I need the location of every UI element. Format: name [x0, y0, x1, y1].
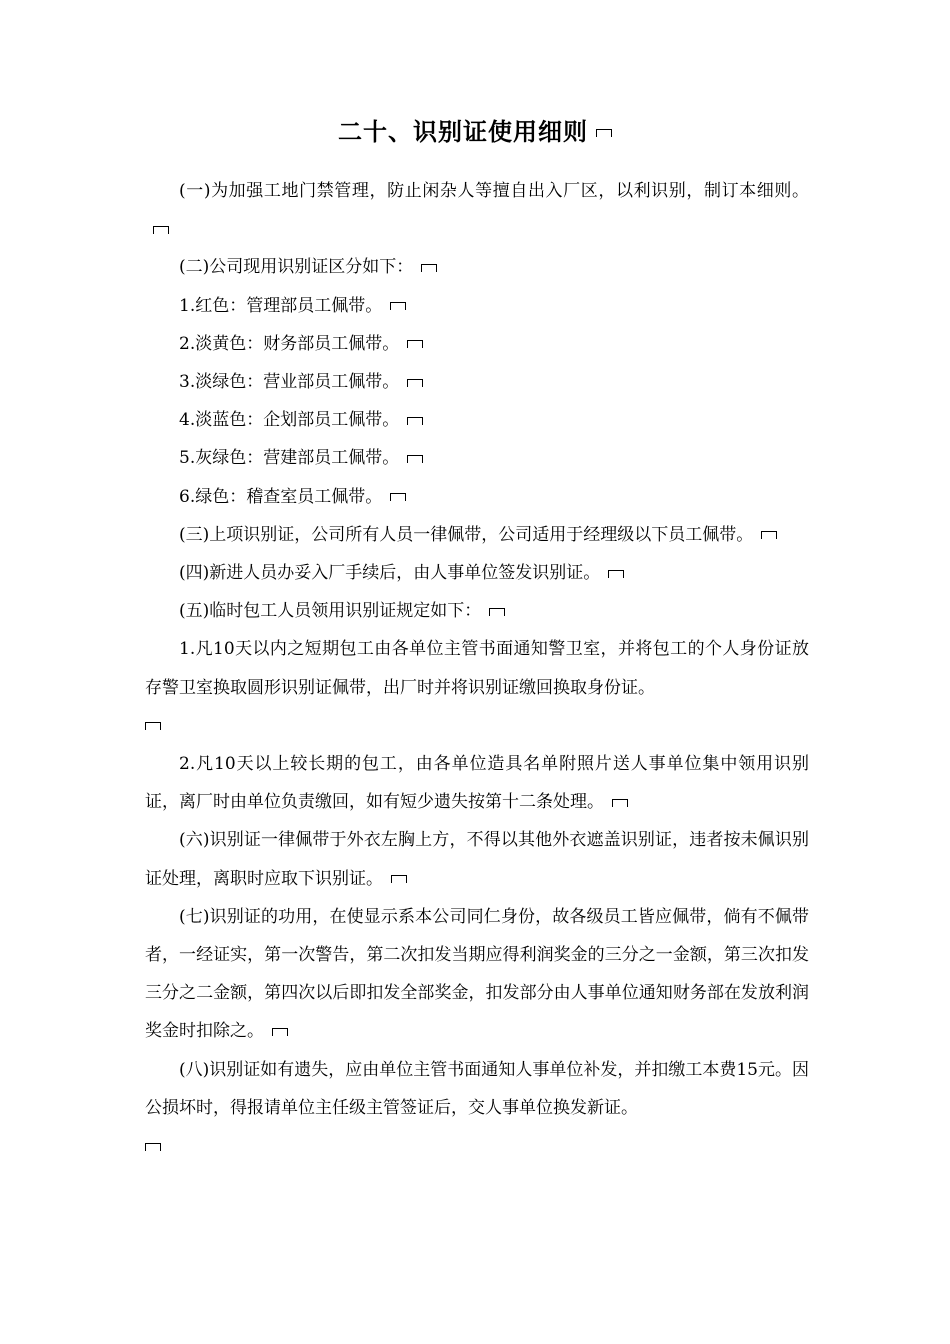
- paragraph-text: (三)上项识别证，公司所有人员一律佩带，公司适用于经理级以下员工佩带。: [179, 524, 754, 545]
- paragraph-mark-icon: [407, 417, 423, 425]
- paragraph-mark-icon: [390, 302, 406, 310]
- paragraph-text: 2.凡10天以上较长期的包工，由各单位造具名单附照片送人事单位集中领用识别证，离厂时由单位负责缴回，如有短少遗失按第十二条处理。: [145, 754, 809, 813]
- paragraph-mark-icon: [407, 379, 423, 387]
- list-item: [145, 630, 809, 706]
- paragraph-text: (六)识别证一律佩带于外衣左胸上方，不得以其他外衣遮盖识别证，违者按未佩识别证处理，离职时应取下识别证。: [145, 830, 809, 889]
- paragraph: [145, 248, 809, 286]
- list-item: [145, 363, 809, 401]
- paragraph-text: (五)临时包工人员领用识别证规定如下：: [179, 601, 482, 622]
- paragraph-mark-icon: [421, 264, 437, 272]
- paragraph: [145, 592, 809, 630]
- paragraph-text: (一)为加强工地门禁管理，防止闲杂人等擅自出入厂区，以利识别，制订本细则。: [179, 181, 809, 201]
- paragraph-mark-icon: [612, 799, 628, 807]
- paragraph-text: (七)识别证的功用，在使显示系本公司同仁身份，故各级员工皆应佩带，倘有不佩带者，一经证实，第一次警告，第二次扣发当期应得利润奖金的三分之一金额，第三次扣发三分之二金额，第四次以后即扣发全部奖金，扣发部分由人事单位通知财务部在发放利润奖金时扣除之。: [145, 906, 809, 1042]
- paragraph: [145, 821, 809, 897]
- paragraph-text: (八)识别证如有遗失，应由单位主管书面通知人事单位补发，并扣缴工本费15元。因公损坏时，得报请单位主任级主管签证后，交人事单位换发新证。: [145, 1059, 809, 1118]
- paragraph: [145, 516, 809, 554]
- paragraph-text: (四)新进人员办妥入厂手续后，由人事单位签发识别证。: [179, 563, 601, 584]
- list-item: [145, 287, 809, 325]
- paragraph-mark-icon: [391, 875, 407, 883]
- paragraph-text: 1.红色：管理部员工佩带。: [179, 295, 383, 316]
- paragraph-mark-icon: [761, 531, 777, 539]
- paragraph-text: (二)公司现用识别证区分如下：: [179, 257, 414, 278]
- paragraph-mark-icon: [153, 226, 169, 234]
- paragraph-mark-icon: [608, 570, 624, 578]
- paragraph-tail: [145, 1127, 809, 1165]
- paragraph: [145, 1051, 809, 1127]
- title-text: 二十、识别证使用细则: [338, 118, 588, 146]
- paragraph-text: 5.灰绿色：营建部员工佩带。: [179, 448, 400, 469]
- paragraph-mark-icon: [596, 129, 612, 137]
- paragraph-tail: [145, 707, 809, 745]
- paragraph-text: 3.淡绿色：营业部员工佩带。: [179, 372, 400, 393]
- list-item: [145, 439, 809, 477]
- paragraph-mark-icon: [489, 608, 505, 616]
- document-title: [0, 112, 950, 147]
- paragraph-text: 2.淡黄色：财务部员工佩带。: [179, 333, 400, 354]
- paragraph-mark-icon: [272, 1028, 288, 1036]
- paragraph-mark-icon: [407, 340, 423, 348]
- paragraph-text: 4.淡蓝色：企划部员工佩带。: [179, 410, 400, 431]
- paragraph: [145, 898, 809, 1051]
- list-item: [145, 325, 809, 363]
- paragraph-text: 1.凡10天以内之短期包工由各单位主管书面通知警卫室，并将包工的个人身份证放存警卫室换取圆形识别证佩带，出厂时并将识别证缴回换取身份证。: [145, 639, 809, 698]
- paragraph: [145, 554, 809, 592]
- paragraph-mark-icon: [407, 455, 423, 463]
- paragraph-mark-icon: [145, 722, 161, 730]
- paragraph-mark-icon: [390, 493, 406, 501]
- list-item: [145, 401, 809, 439]
- paragraph-text: 6.绿色：稽查室员工佩带。: [179, 486, 383, 507]
- paragraph-mark-icon: [145, 1143, 161, 1151]
- list-item: [145, 478, 809, 516]
- paragraph: [145, 172, 809, 248]
- document-body: [145, 172, 809, 1165]
- list-item: [145, 745, 809, 821]
